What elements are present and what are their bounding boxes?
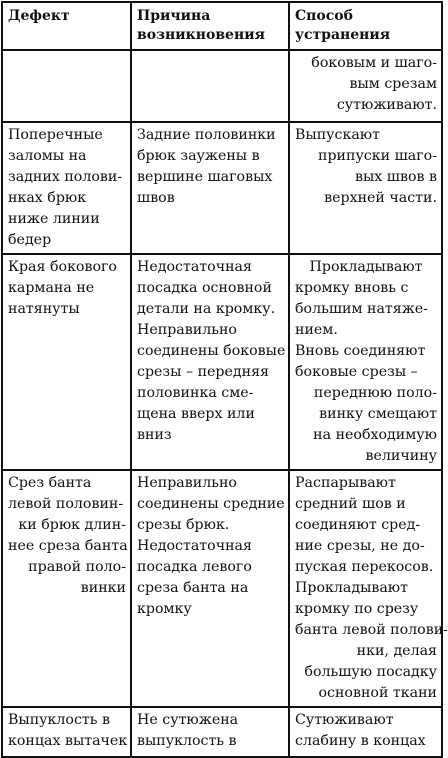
table-row xyxy=(2,254,442,470)
cell-line: брюк заужены в xyxy=(137,148,260,164)
cell-line: задних полови- xyxy=(8,169,123,185)
cell-line: натянуты xyxy=(8,301,80,317)
cell-line: Задние половинки xyxy=(137,127,276,143)
table-row xyxy=(2,470,442,707)
cell-line: срезы брюк. xyxy=(137,517,230,533)
cell-line: кармана не xyxy=(8,280,95,296)
cell-line: правой поло- xyxy=(28,559,126,575)
cell-line: ниже линии xyxy=(8,211,100,227)
cell-cause xyxy=(131,707,289,757)
cell-line: Вновь соединяют xyxy=(295,343,426,359)
cell-line: величину xyxy=(365,448,437,464)
cell-fix xyxy=(289,122,442,254)
cell-line: концах вытачек xyxy=(8,733,128,749)
cell-fix xyxy=(289,470,448,707)
cell-line: Прокладывают xyxy=(295,580,409,596)
cell-line: выпуклость в xyxy=(137,733,237,749)
cell-line: соединены боковые xyxy=(137,343,286,359)
cell-line: нки, делая xyxy=(356,643,437,659)
cell-cause xyxy=(131,254,289,470)
cell-line: кромку по срезу xyxy=(295,601,419,617)
cell-line: среза банта на xyxy=(137,580,249,596)
cell-line: Неправильно xyxy=(137,475,237,491)
header-fix: Способ устранения xyxy=(289,2,442,50)
cell-line: вых швов в xyxy=(355,169,437,185)
cell-line: вершине шаговых xyxy=(137,169,273,185)
table-row xyxy=(2,707,442,757)
cell-line: соединены средние xyxy=(137,496,285,512)
cell-fix xyxy=(289,254,442,470)
cell-defect xyxy=(2,707,131,757)
cell-line: кромку вновь с xyxy=(295,280,409,296)
cell-line: срезы – передняя xyxy=(137,364,269,380)
cell-line: ки брюк длин- xyxy=(18,517,126,533)
cell-line: вниз xyxy=(137,427,172,443)
cell-defect xyxy=(2,122,131,254)
cell-line: Выпуклость в xyxy=(8,712,110,728)
cell-line: нее среза банта xyxy=(8,538,128,554)
cell-line: Выпускают xyxy=(295,127,380,143)
cell-line: Не сутюжена xyxy=(137,712,239,728)
cell-line: кромку xyxy=(137,601,192,617)
cell-line: заломы на xyxy=(8,148,87,164)
cell-line: вым срезам xyxy=(349,76,437,92)
cell-line: на необходимую xyxy=(313,427,437,443)
cell-line: нием. xyxy=(295,322,338,338)
cell-fix xyxy=(289,707,442,757)
table-row xyxy=(2,50,442,122)
cell-cause xyxy=(131,50,289,122)
cell-line: винки xyxy=(80,580,126,596)
cell-line: Недостаточная xyxy=(137,259,252,275)
cell-line: Края бокового xyxy=(8,259,117,275)
cell-defect xyxy=(2,254,131,470)
cell-cause xyxy=(131,470,289,707)
cell-line: боковые срезы – xyxy=(295,364,418,380)
cell-line: верхней части. xyxy=(324,190,437,206)
cell-line: Недостаточная xyxy=(137,538,252,554)
cell-line: основной ткани xyxy=(318,685,437,701)
table-body xyxy=(2,50,448,757)
cell-line: Сутюживают xyxy=(295,712,394,728)
table-row xyxy=(2,122,442,254)
cell-line: посадка левого xyxy=(137,559,252,575)
cell-line: посадка основной xyxy=(137,280,272,296)
cell-line: банта левой полови- xyxy=(295,622,448,638)
cell-fix xyxy=(289,50,442,122)
cell-line: швов xyxy=(137,190,175,206)
cell-defect xyxy=(2,50,131,122)
cell-line: Прокладывают xyxy=(309,259,423,275)
cell-line: пуская перекосов. xyxy=(295,559,434,575)
cell-line: Распарывают xyxy=(295,475,396,491)
cell-line: слабину в концах xyxy=(295,733,426,749)
cell-line: щена вверх или xyxy=(137,406,255,422)
cell-line: нках брюк xyxy=(8,190,87,206)
cell-line: боковым и шаго- xyxy=(311,55,437,71)
cell-line: средний шов и xyxy=(295,496,406,512)
cell-line: половинка сме- xyxy=(137,385,254,401)
cell-line: большую посадку xyxy=(304,664,437,680)
header-cause: Причина возникновения xyxy=(131,2,289,50)
cell-line: винку смещают xyxy=(319,406,437,422)
header-defect: Дефект xyxy=(2,2,131,50)
cell-line: переднюю поло- xyxy=(313,385,437,401)
table-header-row xyxy=(2,2,442,50)
cell-defect xyxy=(2,470,131,707)
cell-line: левой половин- xyxy=(8,496,124,512)
cell-line: детали на кромку. xyxy=(137,301,276,317)
cell-line: припуски шаго- xyxy=(318,148,437,164)
defects-table xyxy=(1,1,448,758)
cell-line: большим натяже- xyxy=(295,301,428,317)
cell-line: соединяют сред- xyxy=(295,517,421,533)
cell-line: Срез банта xyxy=(8,475,92,491)
cell-line: бедер xyxy=(8,232,52,248)
cell-cause xyxy=(131,122,289,254)
cell-line: ние срезы, не до- xyxy=(295,538,425,554)
cell-line: Неправильно xyxy=(137,322,237,338)
cell-line: сутюживают. xyxy=(336,97,437,113)
cell-line: Поперечные xyxy=(8,127,103,143)
